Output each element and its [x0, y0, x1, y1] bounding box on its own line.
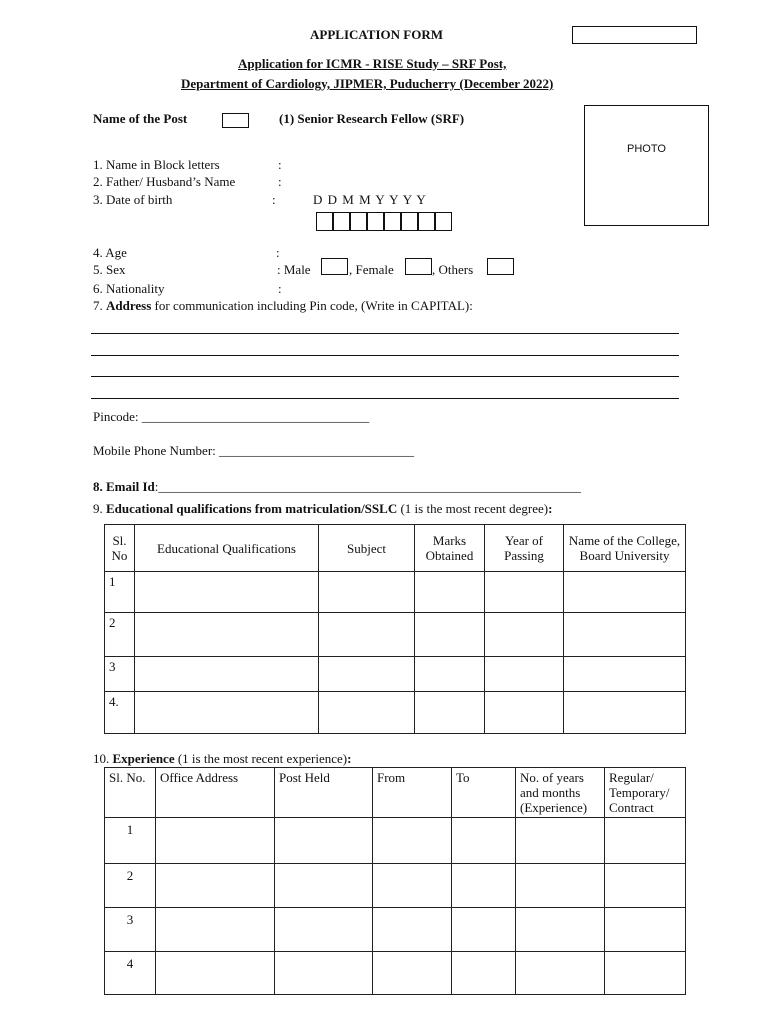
address-number: 7. — [93, 298, 106, 313]
education-row-number: 4. — [105, 692, 135, 734]
table-row — [105, 952, 686, 995]
address-line[interactable] — [91, 376, 679, 377]
table-row — [105, 818, 686, 864]
experience-row-number: 2 — [105, 864, 156, 908]
experience-col-office: Office Address — [156, 768, 275, 818]
education-heading — [93, 501, 552, 517]
dob-label: 3. Date of birth — [93, 192, 173, 207]
education-col-qualification: Educational Qualifications — [135, 525, 319, 572]
experience-row-number: 1 — [105, 818, 156, 864]
experience-heading-note: (1 is the most recent experience) — [174, 751, 348, 766]
experience-cell[interactable] — [605, 952, 686, 995]
address-line[interactable] — [91, 355, 679, 356]
experience-cell[interactable] — [373, 908, 452, 952]
experience-cell[interactable] — [516, 864, 605, 908]
sex-label: 5. Sex — [93, 262, 126, 277]
education-cell[interactable] — [135, 572, 319, 613]
experience-cell[interactable] — [275, 908, 373, 952]
education-cell[interactable] — [485, 657, 564, 692]
education-heading-colon: : — [548, 501, 553, 516]
education-cell[interactable] — [564, 657, 686, 692]
education-row-number: 2 — [105, 613, 135, 657]
experience-table — [104, 767, 686, 995]
sex-male-checkbox[interactable] — [321, 258, 348, 275]
email-field[interactable] — [93, 479, 581, 495]
education-cell[interactable] — [319, 692, 415, 734]
dob-digit-box[interactable] — [435, 212, 452, 231]
subtitle-line-2: Department of Cardiology, JIPMER, Puducherry (December 2022) — [181, 76, 554, 91]
experience-heading-number: 10. — [93, 751, 113, 766]
email-line: :_________________________________________________________________ — [154, 479, 581, 494]
dob-digit-box[interactable] — [401, 212, 418, 231]
experience-cell[interactable] — [516, 818, 605, 864]
experience-cell[interactable] — [373, 818, 452, 864]
education-heading-note: (1 is the most recent degree) — [397, 501, 549, 516]
address-label — [93, 298, 473, 314]
experience-cell[interactable] — [605, 864, 686, 908]
dob-digit-box[interactable] — [384, 212, 401, 231]
dob-digit-box[interactable] — [333, 212, 350, 231]
education-header-row — [105, 525, 686, 572]
experience-cell[interactable] — [452, 908, 516, 952]
education-cell[interactable] — [135, 692, 319, 734]
education-cell[interactable] — [415, 613, 485, 657]
education-table — [104, 524, 686, 734]
experience-cell[interactable] — [605, 908, 686, 952]
experience-cell[interactable] — [275, 864, 373, 908]
post-label: Name of the Post — [93, 111, 188, 126]
experience-cell[interactable] — [516, 952, 605, 995]
education-col-college: Name of the College, Board University — [564, 525, 686, 572]
experience-cell[interactable] — [156, 818, 275, 864]
table-row — [105, 657, 686, 692]
experience-cell[interactable] — [156, 864, 275, 908]
nationality-label: 6. Nationality — [93, 281, 165, 296]
address-line[interactable] — [91, 398, 679, 399]
experience-col-from: From — [373, 768, 452, 818]
experience-col-sl: Sl. No. — [105, 768, 156, 818]
experience-col-to: To — [452, 768, 516, 818]
experience-col-post: Post Held — [275, 768, 373, 818]
nationality-colon: : — [278, 281, 282, 296]
education-col-marks: Marks Obtained — [415, 525, 485, 572]
experience-cell[interactable] — [452, 952, 516, 995]
experience-heading-colon: : — [347, 751, 352, 766]
name-label: 1. Name in Block letters — [93, 157, 220, 172]
experience-header-row — [105, 768, 686, 818]
experience-cell[interactable] — [452, 864, 516, 908]
photo-label: PHOTO — [627, 143, 666, 155]
address-instruction: for communication including Pin code, (Write in CAPITAL): — [151, 298, 473, 313]
pincode-field[interactable]: Pincode: ___________________________________ — [93, 409, 370, 424]
sex-others-checkbox[interactable] — [487, 258, 514, 275]
experience-row-number: 3 — [105, 908, 156, 952]
education-cell[interactable] — [319, 657, 415, 692]
education-cell[interactable] — [485, 692, 564, 734]
education-cell[interactable] — [485, 613, 564, 657]
experience-heading — [93, 751, 351, 767]
table-row — [105, 908, 686, 952]
education-heading-bold: Educational qualifications from matriculation/SSLC — [106, 501, 398, 516]
dob-digit-box[interactable] — [367, 212, 384, 231]
table-row — [105, 864, 686, 908]
dob-digit-box[interactable] — [418, 212, 435, 231]
education-cell[interactable] — [485, 572, 564, 613]
sex-others-label: , Others — [432, 262, 474, 277]
experience-cell[interactable] — [452, 818, 516, 864]
sex-female-label: , Female — [349, 262, 394, 277]
experience-cell[interactable] — [275, 952, 373, 995]
experience-col-duration: No. of years and months (Experience) — [516, 768, 605, 818]
subtitle-line-1: Application for ICMR - RISE Study – SRF Post, — [238, 56, 507, 71]
post-checkbox[interactable] — [222, 113, 249, 128]
education-col-subject: Subject — [319, 525, 415, 572]
education-cell[interactable] — [564, 572, 686, 613]
age-label: 4. Age — [93, 245, 127, 260]
dob-colon: : — [272, 192, 276, 207]
education-heading-number: 9. — [93, 501, 106, 516]
dob-format: D D M M Y Y Y Y — [313, 192, 427, 207]
education-col-year: Year of Passing — [485, 525, 564, 572]
age-colon: : — [276, 245, 280, 260]
sex-male-label: : Male — [277, 262, 311, 277]
experience-row-number: 4 — [105, 952, 156, 995]
father-label: 2. Father/ Husband’s Name — [93, 174, 236, 189]
table-row — [105, 613, 686, 657]
dob-digit-box[interactable] — [350, 212, 367, 231]
address-line[interactable] — [91, 333, 679, 334]
experience-cell[interactable] — [275, 818, 373, 864]
education-cell[interactable] — [135, 657, 319, 692]
name-colon: : — [278, 157, 282, 172]
education-cell[interactable] — [415, 692, 485, 734]
experience-cell[interactable] — [156, 908, 275, 952]
education-col-sl: Sl. No — [105, 525, 135, 572]
mobile-field[interactable]: Mobile Phone Number: ______________________________ — [93, 443, 415, 458]
address-bold: Address — [106, 298, 152, 313]
education-cell[interactable] — [135, 613, 319, 657]
education-cell[interactable] — [415, 657, 485, 692]
education-cell[interactable] — [564, 692, 686, 734]
education-cell[interactable] — [564, 613, 686, 657]
experience-cell[interactable] — [156, 952, 275, 995]
education-cell[interactable] — [319, 613, 415, 657]
experience-cell[interactable] — [605, 818, 686, 864]
experience-cell[interactable] — [516, 908, 605, 952]
experience-cell[interactable] — [373, 952, 452, 995]
photo-box[interactable] — [584, 105, 709, 226]
education-row-number: 3 — [105, 657, 135, 692]
dob-digit-box[interactable] — [316, 212, 333, 231]
table-row — [105, 572, 686, 613]
application-number-box[interactable] — [572, 26, 697, 44]
table-row — [105, 692, 686, 734]
form-title: APPLICATION FORM — [310, 27, 444, 42]
experience-heading-bold: Experience — [112, 751, 175, 766]
father-colon: : — [278, 174, 282, 189]
post-option: (1) Senior Research Fellow (SRF) — [279, 111, 465, 126]
education-cell[interactable] — [415, 572, 485, 613]
education-cell[interactable] — [319, 572, 415, 613]
email-label: 8. Email Id — [93, 479, 155, 494]
education-row-number: 1 — [105, 572, 135, 613]
experience-cell[interactable] — [373, 864, 452, 908]
experience-col-type: Regular/ Temporary/ Contract — [605, 768, 686, 818]
sex-female-checkbox[interactable] — [405, 258, 432, 275]
